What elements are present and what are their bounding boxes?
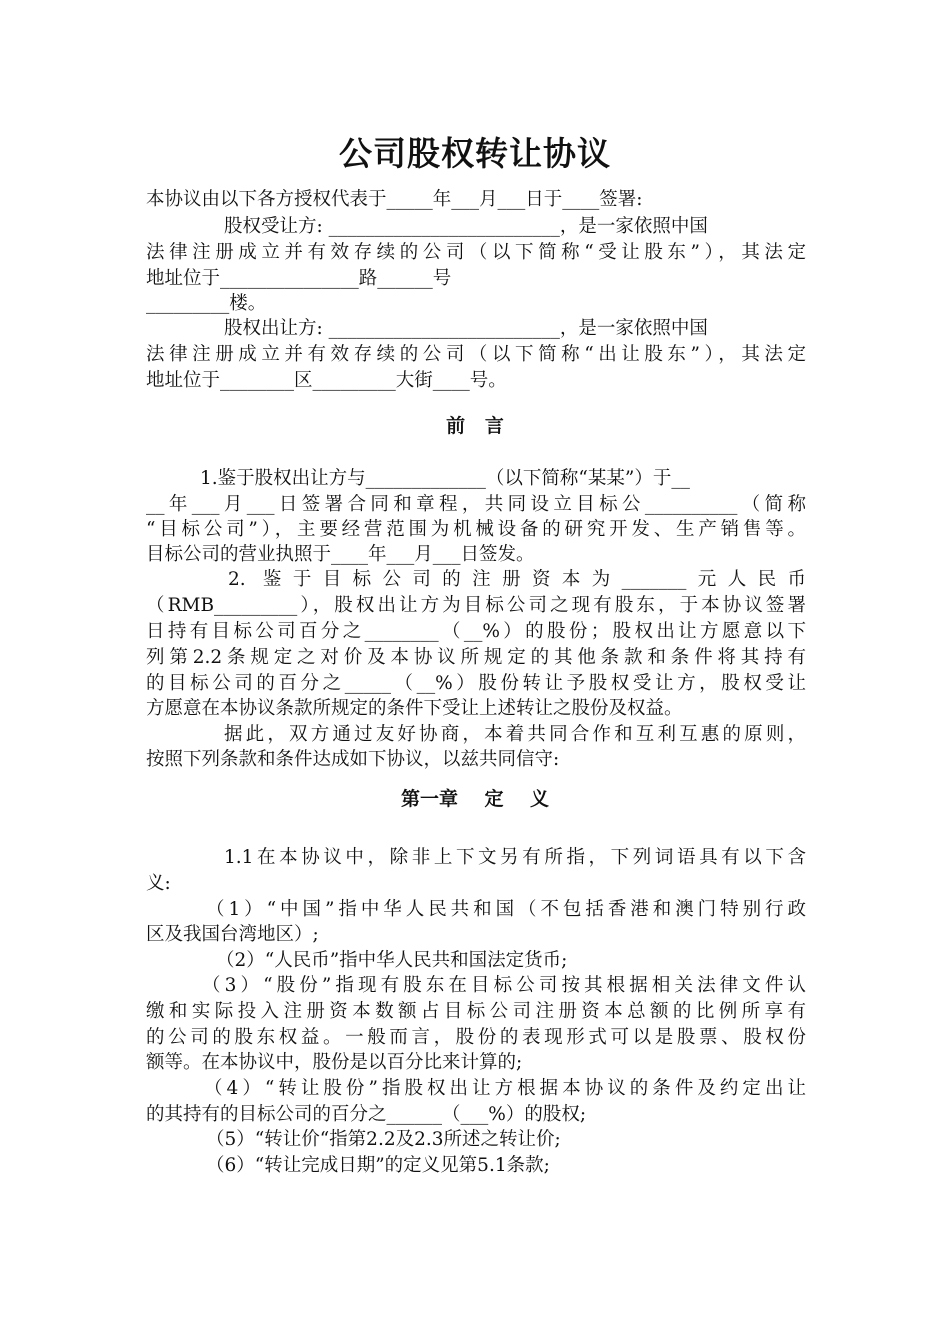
text-line: 法律注册成立并有效存续的公司（以下简称“出让股东”），其法定 bbox=[146, 344, 806, 365]
text-line: 目标公司的营业执照于____年___月___日签发。 bbox=[146, 544, 535, 565]
text-line: 日持有目标公司百分之________（__%）的股份；股权出让方愿意以下 bbox=[146, 621, 806, 642]
text-line: 1.鉴于股权出让方与_____________（以下简称“某某”）于__ bbox=[200, 468, 690, 489]
text-line: 的其持有的目标公司的百分之______（___%）的股权; bbox=[146, 1104, 587, 1125]
text-line: 的目标公司的百分之_____（__%）股份转让予股权受让方，股权受让 bbox=[146, 673, 806, 694]
text-line: 股权受让方: _________________________，是一家依照中国 bbox=[224, 216, 708, 237]
text-line: （4）“转让股份”指股权出让方根据本协议的条件及约定出让 bbox=[204, 1078, 806, 1099]
text-line: 法律注册成立并有效存续的公司（以下简称“受让股东”），其法定 bbox=[146, 242, 806, 263]
text-line: 地址位于_______________路______号 bbox=[146, 268, 452, 289]
document-title: 公司股权转让协议 bbox=[339, 134, 611, 173]
text-line: 义: bbox=[146, 873, 171, 894]
text-line: 2. 鉴于目标公司的注册资本为_______元人民币 bbox=[228, 569, 806, 590]
text-line: 股权出让方: _________________________，是一家依照中国 bbox=[224, 318, 708, 339]
text-line: 据此，双方通过友好协商，本着共同合作和互利互惠的原则， bbox=[224, 724, 806, 745]
text-line: 地址位于________区_________大街____号。 bbox=[146, 370, 507, 391]
text-line: （1）“中国”指中华人民共和国（不包括香港和澳门特别行政 bbox=[206, 899, 806, 920]
section-heading: 第一章 定 义 bbox=[401, 788, 549, 810]
text-line: “目标公司”），主要经营范围为机械设备的研究开发、生产销售等。 bbox=[146, 519, 806, 540]
text-line: __年___月___日签署合同和章程，共同设立目标公__________（简称 bbox=[146, 494, 806, 515]
text-line: （RMB_________），股权出让方为目标公司之现有股东，于本协议签署 bbox=[146, 595, 806, 616]
text-line: （6）“转让完成日期”的定义见第5.1条款; bbox=[206, 1155, 550, 1176]
text-line: _________楼。 bbox=[146, 293, 267, 314]
text-line: 本协议由以下各方授权代表于_____年___月___日于____签署: bbox=[146, 189, 643, 210]
text-line: （2）“人民币”指中华人民共和国法定货币; bbox=[216, 950, 568, 971]
text-line: 按照下列条款和条件达成如下协议，以兹共同信守: bbox=[146, 749, 560, 770]
text-line: 区及我国台湾地区）; bbox=[146, 924, 319, 945]
text-line: 1.1在本协议中，除非上下文另有所指，下列词语具有以下含 bbox=[224, 847, 806, 868]
text-line: 方愿意在本协议条款所规定的条件下受让上述转让之股份及权益。 bbox=[146, 698, 683, 719]
text-line: （5）“转让价“指第2.2及2.3所述之转让价; bbox=[206, 1129, 561, 1150]
section-heading: 前 言 bbox=[446, 415, 504, 437]
text-line: 列第2.2条规定之对价及本协议所规定的其他条款和条件将其持有 bbox=[146, 647, 806, 668]
text-line: 缴和实际投入注册资本数额占目标公司注册资本总额的比例所享有 bbox=[146, 1001, 806, 1022]
text-line: （3）“股份”指现有股东在目标公司按其根据相关法律文件认 bbox=[202, 975, 806, 996]
text-line: 额等。在本协议中，股份是以百分比来计算的; bbox=[146, 1052, 523, 1073]
text-line: 的公司的股东权益。一般而言，股份的表现形式可以是股票、股权份 bbox=[146, 1027, 806, 1048]
